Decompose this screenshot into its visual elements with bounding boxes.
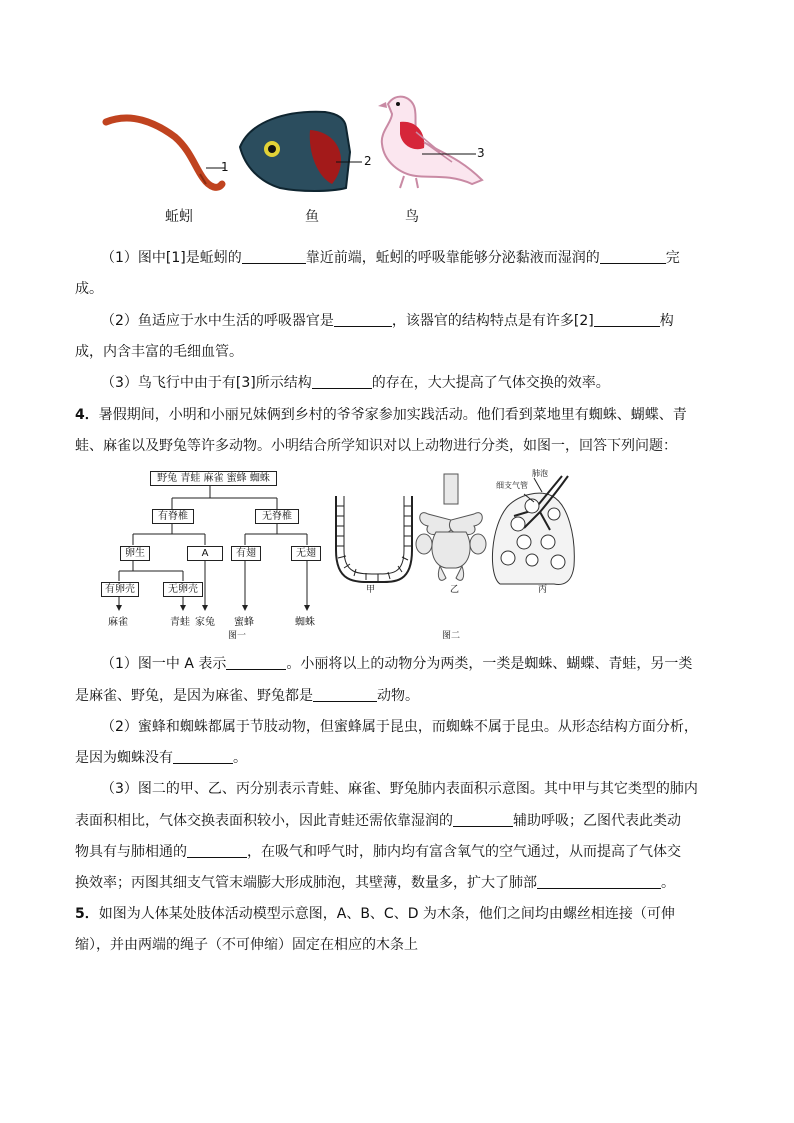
answer-blank[interactable] bbox=[334, 311, 392, 327]
answer-blank[interactable] bbox=[226, 654, 286, 670]
q4-part3-line2: 表面积相比，气体交换表面积较小，因此青蛙还需依靠湿润的 辅助呼吸；乙图代表此类动 bbox=[75, 813, 681, 829]
answer-blank[interactable] bbox=[242, 248, 306, 264]
classification-tree bbox=[95, 465, 316, 645]
tree-root: 野兔 青蛙 麻雀 蜜蜂 蜘蛛 bbox=[150, 471, 277, 486]
answer-blank[interactable] bbox=[537, 873, 661, 889]
leaf-spider: 蜘蛛 bbox=[295, 617, 315, 628]
answer-blank[interactable] bbox=[312, 373, 372, 389]
figure-animals bbox=[100, 92, 500, 202]
q3-part1-line2: 成。 bbox=[75, 281, 103, 297]
caption-fish: 鱼 bbox=[305, 209, 319, 225]
leaf-sparrow: 麻雀 bbox=[108, 617, 128, 628]
question-number: 5． bbox=[75, 906, 99, 922]
caption-earthworm: 蚯蚓 bbox=[165, 209, 193, 225]
tree-winged: 有翅 bbox=[231, 546, 261, 561]
figure1-caption: 图一 bbox=[228, 631, 247, 641]
q3-part2-line2: 成，内含丰富的毛细血管。 bbox=[75, 344, 243, 360]
earthworm-drawing bbox=[106, 118, 222, 187]
q4-part1-line2: 是麻雀、野兔，是因为麻雀、野兔都是 动物。 bbox=[75, 688, 419, 704]
figure2-caption: 图二 bbox=[442, 631, 461, 641]
lung-diagrams bbox=[328, 466, 588, 642]
tree-invertebrate: 无脊椎 bbox=[255, 509, 299, 524]
answer-blank[interactable] bbox=[173, 748, 233, 764]
q4-part2-line1: （2）蜜蜂和蜘蛛都属于节肢动物，但蜜蜂属于昆虫，而蜘蛛不属于昆虫。从形态结构方面分析， bbox=[101, 719, 698, 735]
tree-wingless: 无翅 bbox=[291, 546, 321, 561]
q5-line1: 5．如图为人体某处肢体活动模型示意图，A、B、C、D 为木条，他们之间均由螺丝相连接（可伸 bbox=[75, 906, 675, 922]
leaf-frog: 青蛙 bbox=[170, 617, 190, 628]
answer-blank[interactable] bbox=[453, 811, 513, 827]
lung-illustration bbox=[328, 466, 588, 642]
answer-blank[interactable] bbox=[187, 842, 247, 858]
q4-part2-line2: 是因为蜘蛛没有 。 bbox=[75, 750, 247, 766]
tree-a: A bbox=[187, 546, 223, 561]
leaf-rabbit: 家兔 bbox=[195, 617, 215, 628]
tree-vertebrate: 有脊椎 bbox=[152, 509, 194, 524]
q3-part3-line1: （3）鸟飞行中由于有[3]所示结构 的存在，大大提高了气体交换的效率。 bbox=[101, 375, 610, 391]
label-1: 1 bbox=[221, 160, 229, 174]
tree-oviparous: 卵生 bbox=[120, 546, 150, 561]
label-3: 3 bbox=[477, 146, 485, 160]
q3-part2-line1: （2）鱼适应于水中生活的呼吸器官是 ，该器官的结构特点是有许多[2] 构 bbox=[101, 313, 674, 329]
q4-intro-line2: 蛙、麻雀以及野兔等许多动物。小明结合所学知识对以上动物进行分类，如图一，回答下列问题： bbox=[75, 438, 677, 454]
q5-line2: 缩），并由两端的绳子（不可伸缩）固定在相应的木条上 bbox=[75, 937, 418, 953]
label-jia: 甲 bbox=[366, 585, 376, 595]
answer-blank[interactable] bbox=[313, 686, 377, 702]
leaf-bee: 蜜蜂 bbox=[234, 617, 254, 628]
tree-shell-less: 无卵壳 bbox=[163, 582, 203, 597]
label-bronchiole: 细支气管 bbox=[496, 481, 528, 490]
answer-blank[interactable] bbox=[594, 311, 660, 327]
label-alveolus: 肺泡 bbox=[532, 469, 548, 478]
caption-bird: 鸟 bbox=[405, 209, 419, 225]
tree-shelled: 有卵壳 bbox=[101, 582, 139, 597]
label-bing: 丙 bbox=[538, 585, 548, 595]
q3-part1-line1: （1）图中[1]是蚯蚓的 靠近前端，蚯蚓的呼吸靠能够分泌黏液而湿润的 完 bbox=[101, 250, 680, 266]
animals-illustration bbox=[100, 92, 500, 202]
q4-part3-line3: 物具有与肺相通的 ，在吸气和呼气时，肺内均有富含氧气的空气通过，从而提高了气体交 bbox=[75, 844, 681, 860]
bird-drawing bbox=[382, 97, 482, 184]
q4-part1-line1: （1）图一中 A 表示 。小丽将以上的动物分为两类，一类是蜘蛛、蝴蝶、青蛙，另一类 bbox=[101, 656, 693, 672]
answer-blank[interactable] bbox=[600, 248, 666, 264]
label-2: 2 bbox=[364, 154, 372, 168]
question-number: 4． bbox=[75, 407, 99, 423]
q4-intro-line1: 4．暑假期间，小明和小丽兄妹俩到乡村的爷爷家参加实践活动。他们看到菜地里有蜘蛛、蝴蝶、青 bbox=[75, 407, 687, 423]
q4-part3-line4: 换效率；丙图其细支气管末端膨大形成肺泡，其壁薄，数量多，扩大了肺部 。 bbox=[75, 875, 675, 891]
q4-part3-line1: （3）图二的甲、乙、丙分别表示青蛙、麻雀、野兔肺内表面积示意图。其中甲与其它类型的肺内 bbox=[101, 781, 698, 797]
label-yi: 乙 bbox=[450, 585, 460, 595]
